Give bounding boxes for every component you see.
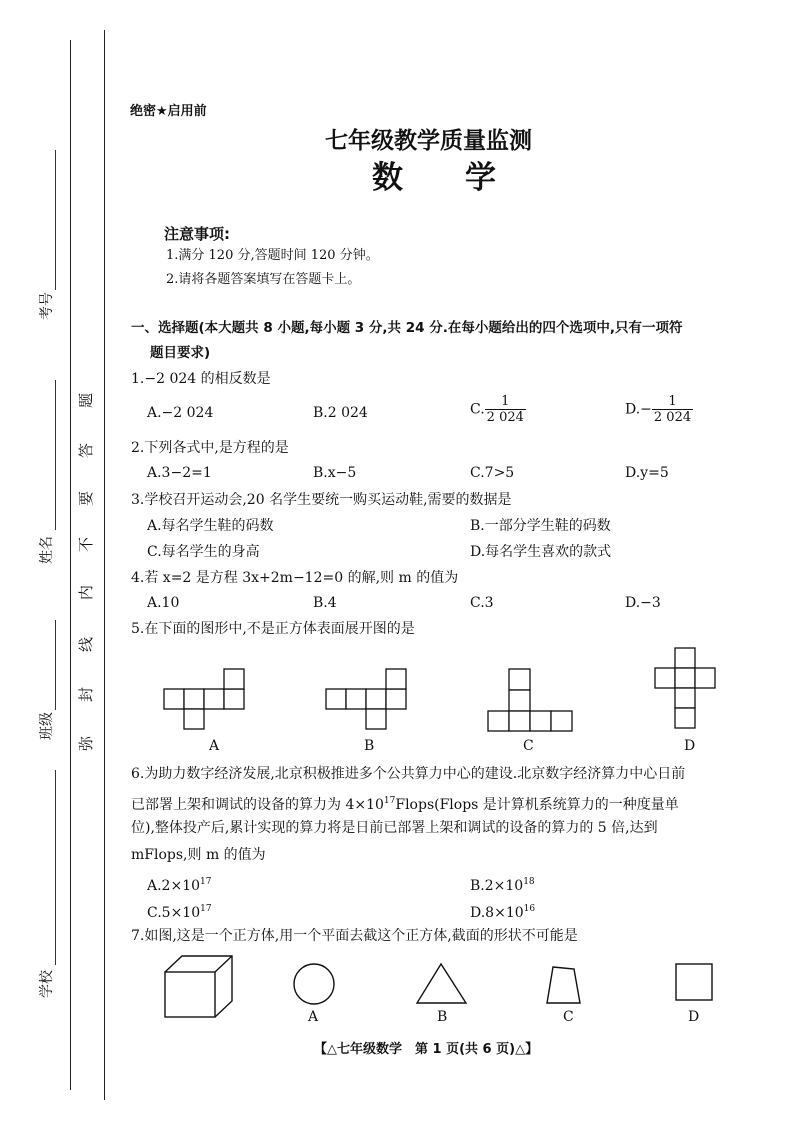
figure-label: B [437,1009,448,1025]
margin-line-right [104,30,105,1100]
cube-figure [165,956,232,1017]
seal-char: 弥 [77,735,96,752]
option-text: B.2×10 [470,878,524,894]
figure-label: C [563,1009,574,1025]
exponent: 16 [523,904,536,914]
section-heading-cont: 题目要求) [150,345,211,361]
field-name-label: 姓名 [39,536,55,564]
page-footer: 【△七年级数学 第 1 页(共 6 页)△】 [314,1042,539,1057]
fraction [652,394,693,425]
cube-net-figures [150,640,730,740]
seal-char: 答 [77,442,96,459]
seal-char: 要 [77,490,96,507]
exponent: 18 [523,877,535,887]
field-class-blank[interactable] [55,620,56,710]
seal-char: 线 [77,636,96,653]
question-stem: 5.在下面的图形中,不是正方体表面展开图的是 [131,621,415,637]
question-stem: 6.为助力数字经济发展,北京积极推进多个公共算力中心的建设.北京数字经济算力中心日前 [131,766,686,782]
option-b [470,872,535,896]
net-b [326,669,406,729]
exponent: 17 [200,877,212,887]
question-stem: 7.如图,这是一个正方体,用一个平面去截这个正方体,截面的形状不可能是 [131,928,578,944]
option-a [147,872,211,896]
option-a: A.−2 024 [147,405,214,421]
net-c [488,669,572,731]
figure-label: D [688,1009,700,1025]
option-a: A.3−2=1 [147,465,212,481]
field-school-label: 学校 [39,970,55,998]
seal-char: 内 [77,584,96,601]
net-a [164,669,244,729]
option-a: A.10 [147,595,180,611]
field-school-blank[interactable] [55,770,56,965]
trapezoid-shape [547,967,580,1003]
subject-title: 数 学 [372,160,496,196]
option-text: C.5×10 [147,905,201,921]
fraction [485,394,526,425]
notice-item: 2.请将各题答案填写在答题卡上。 [166,272,361,287]
option-text: D.8×10 [470,905,524,921]
option-b: B.2 024 [313,405,368,421]
question-stem: 3.学校召开运动会,20 名学生要统一购买运动鞋,需要的数据是 [131,492,512,508]
question-stem: 1.−2 024 的相反数是 [131,371,271,387]
question-stem-cont: 位),整体投产后,累计实现的算力将是日前已部署上架和调试的设备的算力的 5 倍,达到 [131,820,658,836]
seal-char: 不 [77,536,96,553]
secret-label: 绝密★启用前 [130,104,207,119]
option-d: D.y=5 [625,465,669,481]
option-b: B.x−5 [313,465,357,481]
margin-line-left [70,40,71,1090]
square-shape [676,964,712,1000]
net-d [655,648,715,728]
stem-text: Flops(Flops 是计算机系统算力的一种度量单 [395,797,679,813]
figure-label: D [684,738,696,754]
field-exam-number-blank[interactable] [55,150,56,290]
option-d [625,394,693,425]
field-class-label: 班级 [39,712,55,740]
seal-char: 封 [77,686,96,703]
option-d: D.−3 [625,595,661,611]
seal-char: 题 [77,392,96,409]
exponent: 17 [383,796,396,806]
option-c-prefix: C. [470,401,485,418]
field-exam-number-label: 考号 [39,292,55,320]
numerator: 1 [652,394,693,410]
option-d-prefix: D.− [625,401,652,418]
notice-item: 1.满分 120 分,答题时间 120 分钟。 [166,248,379,263]
option-c [147,899,212,923]
question-stem-cont [131,791,679,815]
numerator: 1 [485,394,526,410]
question-stem: 4.若 x=2 是方程 3x+2m−12=0 的解,则 m 的值为 [131,570,459,586]
exam-title: 七年级教学质量监测 [325,128,532,154]
option-text: A.2×10 [147,878,201,894]
figure-label: C [523,738,534,754]
exponent: 17 [200,904,212,914]
option-c: C.7>5 [470,465,515,481]
stem-text: 已部署上架和调试的设备的算力为 4×10 [131,797,384,813]
figure-label: B [364,738,375,754]
option-d: D.每名学生喜欢的款式 [470,544,612,560]
circle-shape [294,964,334,1004]
triangle-shape [417,964,466,1003]
field-name-blank[interactable] [55,380,56,530]
question-stem: 2.下列各式中,是方程的是 [131,440,289,456]
option-c: C.每名学生的身高 [147,544,260,560]
option-a: A.每名学生鞋的码数 [147,518,274,534]
denominator: 2 024 [486,410,524,425]
figure-label: A [209,738,220,754]
option-b: B.一部分学生鞋的码数 [470,518,611,534]
option-c [470,394,526,425]
question-stem-cont: mFlops,则 m 的值为 [131,847,266,863]
section-heading: 一、选择题(本大题共 8 小题,每小题 3 分,共 24 分.在每小题给出的四个选项中,只有一项符 [131,320,683,336]
option-d [470,899,535,923]
notice-heading: 注意事项: [164,225,230,243]
denominator: 2 024 [653,410,692,425]
figure-label: A [308,1009,319,1025]
option-b: B.4 [313,595,337,611]
option-c: C.3 [470,595,494,611]
